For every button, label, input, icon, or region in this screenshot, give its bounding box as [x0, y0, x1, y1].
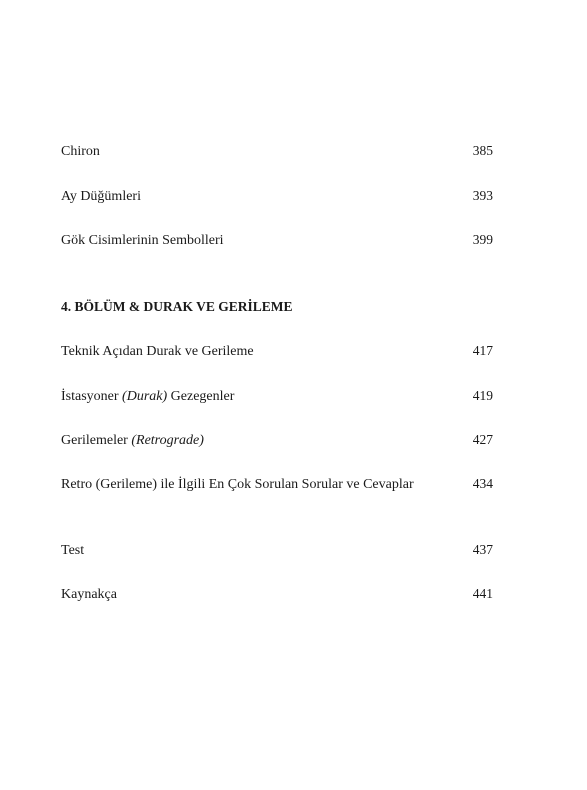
toc-entry-kaynakca	[61, 585, 493, 604]
toc-entry-title: Test	[61, 543, 85, 558]
toc-entry-page: 427	[472, 432, 493, 447]
toc-entry-page: 417	[472, 343, 493, 358]
toc-entry-page: 399	[472, 232, 493, 247]
toc-entry-title-part: İstasyoner	[61, 389, 123, 404]
toc-entry-chiron	[61, 142, 493, 161]
toc-entry-title-part: Gerilemeler	[61, 433, 132, 448]
toc-entry-title: Retro (Gerileme) ile İlgili En Çok Sorulan Sorular ve Cevaplar	[61, 477, 414, 492]
toc-entry-test	[61, 541, 493, 560]
toc-entry-page: 437	[472, 542, 493, 557]
toc-entry-title-italic: (Retrograde)	[131, 433, 204, 448]
toc-entry-title: Ay Düğümleri	[61, 189, 141, 204]
toc-entry-gerilemeler	[61, 431, 493, 450]
toc-entry-gok-cisimleri	[61, 231, 493, 250]
toc-entry-title: Kaynakça	[61, 587, 117, 602]
toc-entry-title: Teknik Açıdan Durak ve Gerileme	[61, 344, 254, 359]
toc-entry-istasyoner	[61, 387, 493, 406]
toc-entry-page: 441	[472, 586, 493, 601]
toc-entry-title: Chiron	[61, 144, 100, 159]
toc-entry-title-italic: (Durak)	[122, 389, 168, 404]
toc-entry-page: 419	[472, 388, 493, 403]
toc-entry-page: 434	[472, 476, 493, 491]
toc-entry-title	[61, 388, 234, 406]
toc-entry-retro-sorular	[61, 475, 493, 494]
toc-entry-title: Gök Cisimlerinin Sembolleri	[61, 233, 224, 248]
section-heading: 4. BÖLÜM & DURAK VE GERİLEME	[61, 299, 293, 314]
toc-entry-title	[61, 432, 204, 450]
toc-entry-page: 393	[472, 188, 493, 203]
toc-entry-teknik-acidan	[61, 342, 493, 361]
toc-entry-ay-dugumleri	[61, 187, 493, 206]
toc-entry-page: 385	[472, 143, 493, 158]
toc-entry-title-part: Gezegenler	[167, 389, 235, 404]
